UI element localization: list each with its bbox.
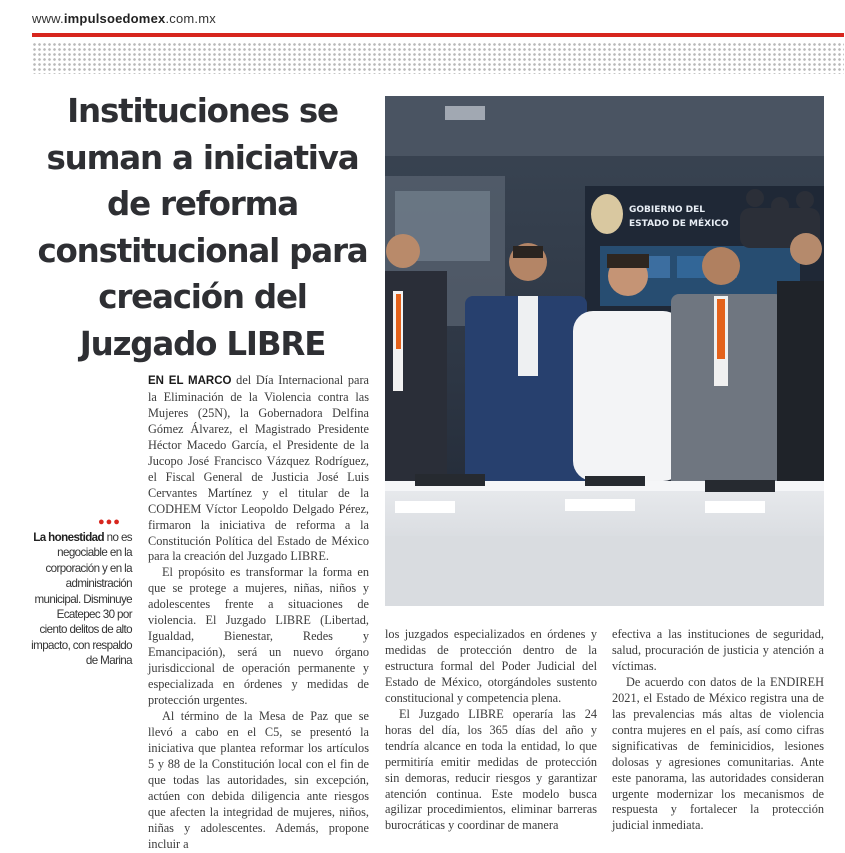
paragraph-1-text: del Día Internacional para la Eliminación de la Violencia contra las Mujeres (25N), la Gobernadora Delfina Gómez Álvarez, el Magistrado Presidente Héctor Macedo García, el Presidente de la Jucopo José Francisco Vázquez Rodríguez, el Fiscal General de Justicia José Luis Cervantes Martínez y el titular de la CODHEM Víctor Leopoldo Delgado Pérez, firmaron la iniciativa de reforma a la Constitución Política del Estado de México para la creación del Juzgado LIBRE. [148, 373, 369, 564]
paragraph-5: De acuerdo con datos de la ENDIREH 2021, el Estado de México registra una de las prevalencias más altas de violencia contra mujeres en el país, así como cifras significativas de feminicidios, lesiones dolosas y agresiones comunitarias. Ante este panorama, las autoridades consideran urgente modernizar los mecanismos de respuesta y fortalecer la protección judicial inmediata. [612, 674, 824, 833]
paragraph-4-start: El Juzgado LIBRE operaría las 24 horas del día, los 365 días del año y tendría alcance en toda la entidad, lo que permitiría emitir medidas de protección sin demoras, reducir riesgos y garantizar atención continua. Este modelo busca agilizar procedimientos, eliminar barreras burocráticas y coordinar de manera [385, 706, 597, 833]
paragraph-3-start: Al término de la Mesa de Paz que se llevó a cabo en el C5, se presentó la iniciativa que plantea reformar los artículos 5 y 88 de la Constitución local con el fin de que todas las autoridades, sin excepción, actúen con debida diligencia ante riesgos que afecten la integridad de mujeres, niños, niñas y adolescentes. Además, propone incluir a [148, 709, 369, 851]
sidebar-bullets: ●●● [98, 516, 121, 528]
photo-sign-line1: GOBIERNO DEL [629, 205, 705, 215]
paragraph-2: El propósito es transformar la forma en que se protege a mujeres, niñas, niños y adolescentes frente a situaciones de violencia. El Juzgado LIBRE (Libertad, Igualdad, Bienestar, Redes y Emancipación), será un nuevo órgano jurisdiccional de operación permanente y especializada en órdenes y medidas de protección urgentes. [148, 565, 369, 708]
photo-sign-line2: ESTADO DE MÉXICO [629, 219, 729, 229]
article-column-1 [148, 373, 369, 853]
paragraph-4-continued: efectiva a las instituciones de seguridad, salud, procuración de justicia y atención a víctimas. [612, 627, 824, 673]
header-dot-band [32, 42, 844, 74]
sidebar-teaser-bold: La honestidad [33, 531, 105, 544]
site-prefix: www. [32, 11, 64, 26]
paragraph-3-continued: los juzgados especializados en órdenes y medidas de protección dentro de la estructura formal del Poder Judicial del Estado de México, otorgándoles sustento constitucional y competencia plena. [385, 627, 597, 705]
sidebar-teaser-text: no es negociable en la corporación y en la administración municipal. Disminuye Ecatepec 30 por ciento delitos de alto impacto, con respaldo de Marina [31, 531, 132, 668]
article-column-2 [385, 627, 597, 834]
site-suffix: .com.mx [165, 11, 216, 26]
site-brand: impulsoedomex [63, 11, 166, 26]
article-column-3 [612, 627, 824, 834]
header-red-rule [32, 33, 844, 37]
article-headline: Instituciones se suman a iniciativa de reforma constitucional para creación del Juzgado LIBRE [37, 92, 368, 363]
lead-in: EN EL MARCO [148, 375, 232, 387]
article-photo [385, 96, 824, 606]
site-url [32, 11, 216, 26]
sidebar-teaser [30, 530, 132, 669]
paragraph-1 [148, 373, 369, 565]
